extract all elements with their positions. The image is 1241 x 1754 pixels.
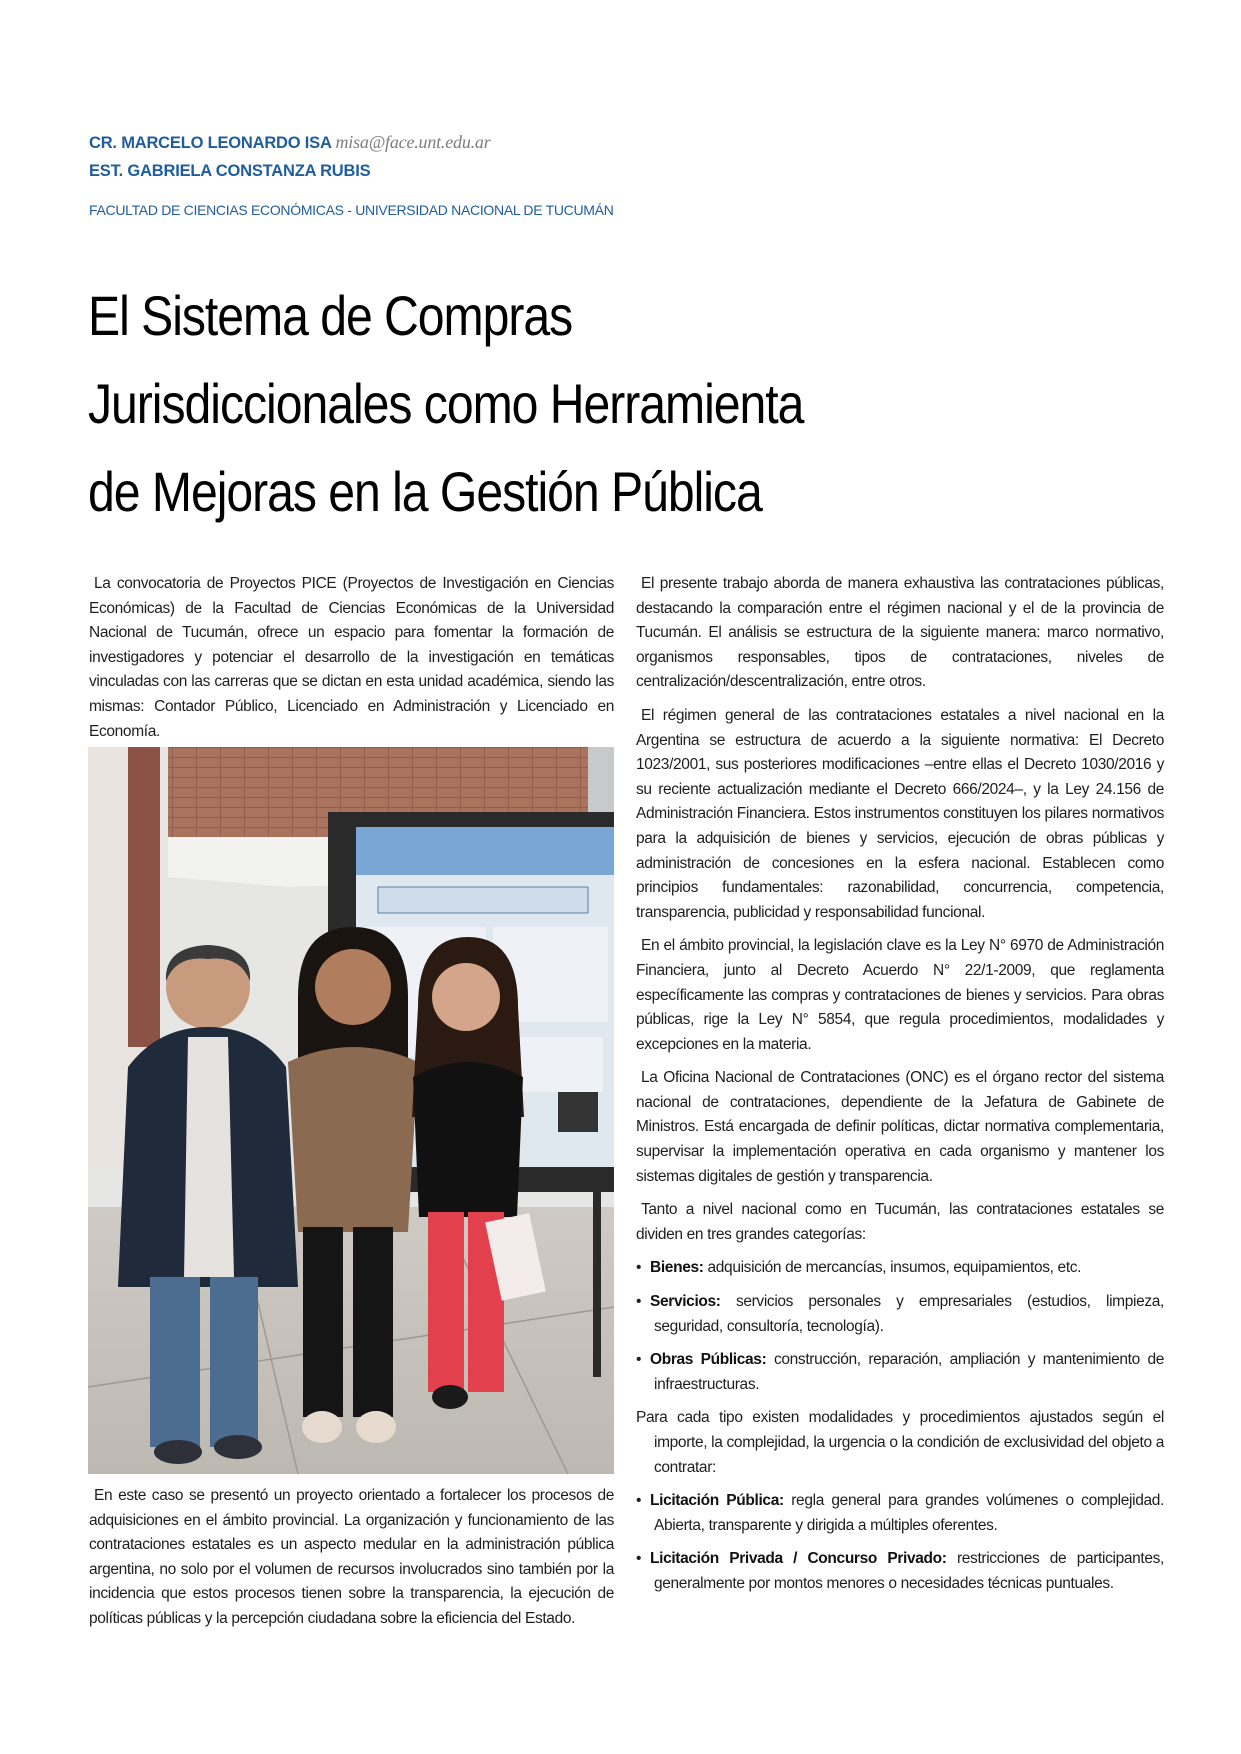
category-label: Bienes:	[650, 1259, 704, 1277]
author-1	[89, 128, 491, 157]
author-2-name: EST. GABRIELA CONSTANZA RUBIS	[89, 162, 371, 180]
category-item-bienes	[636, 1256, 1164, 1281]
title-line-3: de Mejoras en la Gestión Pública	[88, 460, 762, 523]
affiliation: FACULTAD DE CIENCIAS ECONÓMICAS - UNIVERSIDAD NACIONAL DE TUCUMÁN	[89, 202, 614, 218]
author-block	[89, 128, 491, 185]
bullet-icon: •	[636, 1293, 642, 1311]
category-text: adquisición de mercancías, insumos, equipamientos, etc.	[703, 1259, 1082, 1277]
modality-label: Licitación Pública:	[650, 1492, 784, 1510]
intro-paragraph: La convocatoria de Proyectos PICE (Proyectos de Investigación en Ciencias Económicas) de la Facultad de Ciencias Económicas de la Universidad Nacional de Tucumán, ofrece un espacio para fomentar la formación de investigadores y potenciar el desarrollo de la investigación en temáticas vinculadas con las carreras que se dictan en esta unidad académica, siendo las mismas: Contador Público, Licenciado en Administración y Licenciado en Economía.	[89, 575, 614, 740]
bullet-icon: •	[636, 1550, 642, 1568]
category-text: servicios personales y empresariales (estudios, limpieza, seguridad, consultoría, tecnología).	[654, 1293, 1164, 1335]
bullet-icon: •	[636, 1492, 642, 1510]
right-column	[636, 572, 1164, 1606]
modality-item-licitacion-privada	[636, 1547, 1164, 1596]
paragraph-national-regime: El régimen general de las contrataciones estatales a nivel nacional en la Argentina se estructura de acuerdo a la siguiente normativa: El Decreto 1023/2001, sus posteriores modificaciones –entre ellas el Decreto 1030/2016 y su reciente actualización mediante el Decreto 666/2024–, y la Ley 24.156 de Administración Financiera. Estos instrumentos constituyen los pilares normativos para la adquisición de bienes y servicios, ejecución de obras públicas y administración de concesiones en la esfera nacional. Establecen como principios fundamentales: razonabilidad, concurrencia, competencia, transparencia, publicidad y responsabilidad funcional.	[636, 706, 1164, 921]
author-2	[89, 157, 491, 185]
bullet-icon: •	[636, 1351, 642, 1369]
category-text: construcción, reparación, ampliación y mantenimiento de infraestructuras.	[654, 1351, 1164, 1393]
category-item-obras-publicas	[636, 1348, 1164, 1397]
category-label: Obras Públicas:	[650, 1351, 767, 1369]
modality-text: restricciones de participantes, generalmente por montos menores o necesidades técnicas puntuales.	[654, 1550, 1164, 1592]
modality-label: Licitación Privada / Concurso Privado:	[650, 1550, 947, 1568]
modality-text: regla general para grandes volúmenes o complejidad. Abierta, transparente y dirigida a múltiples oferentes.	[654, 1492, 1164, 1534]
closing-paragraph: En este caso se presentó un proyecto orientado a fortalecer los procesos de adquisiciones en el ámbito provincial. La organización y funcionamiento de las contrataciones estatales es un aspecto medular en la administración pública argentina, no solo por el volumen de recursos involucrados sino también por la incidencia que estos procesos tienen sobre la transparencia, la ejecución de políticas públicas y la percepción ciudadana sobre la eficiencia del Estado.	[89, 1487, 614, 1627]
title-line-1: El Sistema de Compras	[88, 284, 573, 347]
left-column-intro	[89, 572, 614, 753]
photo-illustration	[88, 747, 614, 1474]
category-item-servicios	[636, 1290, 1164, 1339]
modality-item-licitacion-publica	[636, 1489, 1164, 1538]
article-title	[88, 272, 1168, 536]
left-column-closing	[89, 1484, 614, 1641]
category-label: Servicios:	[650, 1293, 721, 1311]
title-line-2: Jurisdiccionales como Herramienta	[88, 372, 804, 435]
modalities-intro: Para cada tipo existen modalidades y procedimientos ajustados según el importe, la complejidad, la urgencia o la condición de exclusividad del objeto a contratar:	[636, 1409, 1164, 1476]
author-1-email[interactable]: misa@face.unt.edu.ar	[335, 132, 491, 152]
paragraph-categories-intro: Tanto a nivel nacional como en Tucumán, las contrataciones estatales se dividen en tres grandes categorías:	[636, 1201, 1164, 1243]
bullet-icon: •	[636, 1259, 642, 1277]
paragraph-onc: La Oficina Nacional de Contrataciones (ONC) es el órgano rector del sistema nacional de contrataciones, dependiente de la Jefatura de Gabinete de Ministros. Está encargada de definir políticas, dictar normativa complementaria, supervisar la implementación operativa en cada organismo y mantener los sistemas digitales de gestión y transparencia.	[636, 1069, 1164, 1185]
author-1-name: CR. MARCELO LEONARDO ISA	[89, 134, 332, 152]
event-photo	[88, 747, 614, 1474]
paragraph-scope: El presente trabajo aborda de manera exhaustiva las contrataciones públicas, destacando la comparación entre el régimen nacional y el de la provincia de Tucumán. El análisis se estructura de la siguiente manera: marco normativo, organismos responsables, tipos de contrataciones, niveles de centralización/descentralización, entre otros.	[636, 575, 1164, 691]
paragraph-provincial-regime: En el ámbito provincial, la legislación clave es la Ley N° 6970 de Administración Financiera, junto al Decreto Acuerdo N° 22/1-2009, que reglamenta específicamente las compras y contrataciones de bienes y servicios. Para obras públicas, rige la Ley N° 5854, que regula procedimientos, modalidades y excepciones en la materia.	[636, 937, 1164, 1053]
